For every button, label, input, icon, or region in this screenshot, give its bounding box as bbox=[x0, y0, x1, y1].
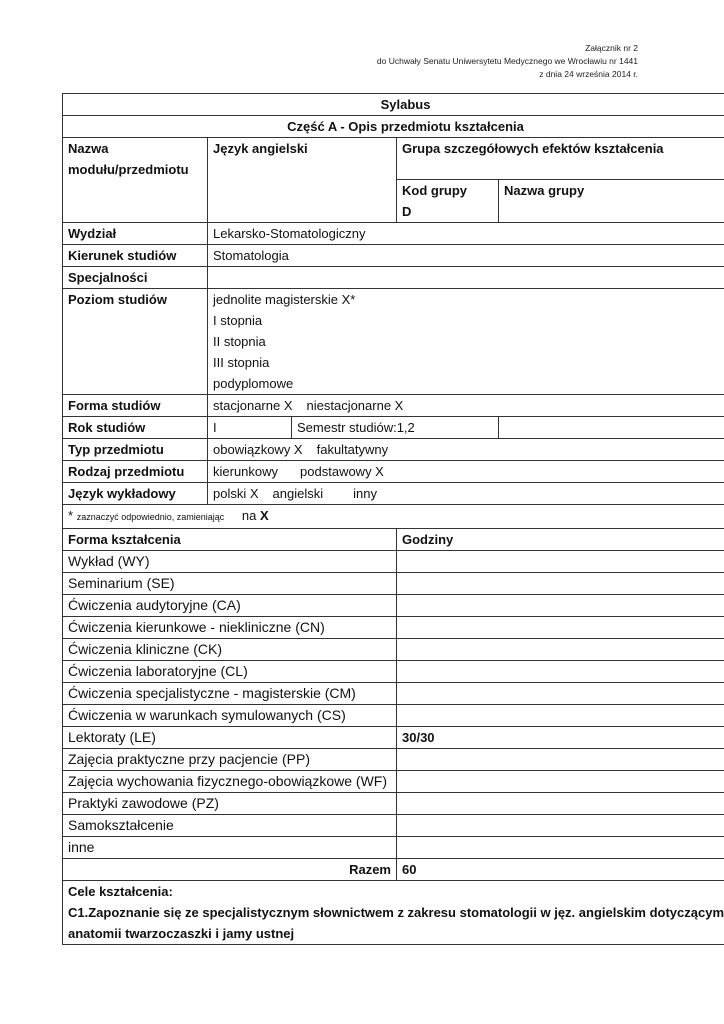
form-row bbox=[63, 749, 724, 771]
form-row bbox=[63, 793, 724, 815]
lecture-language-opt2: angielski bbox=[272, 486, 324, 501]
footnote-star: * bbox=[68, 508, 74, 523]
footnote bbox=[63, 505, 724, 529]
form-row bbox=[63, 705, 724, 727]
form-row-hours bbox=[397, 705, 724, 727]
form-row-label: Ćwiczenia w warunkach symulowanych (CS) bbox=[63, 705, 397, 727]
study-form-value bbox=[208, 395, 724, 417]
form-row-label: Zajęcia praktyczne przy pacjencie (PP) bbox=[63, 749, 397, 771]
level-label: Poziom studiów bbox=[63, 289, 208, 395]
subject-kind-opt1: kierunkowy bbox=[213, 464, 279, 479]
form-row-label: Praktyki zawodowe (PZ) bbox=[63, 793, 397, 815]
form-row-hours: 30/30 bbox=[397, 727, 724, 749]
level-option-5: podyplomowe bbox=[213, 376, 294, 391]
footnote-na: na bbox=[241, 508, 257, 523]
semester-value: Semestr studiów:1,2 bbox=[292, 417, 499, 439]
annex-line-1: Załącznik nr 2 bbox=[585, 43, 638, 53]
form-row-hours bbox=[397, 573, 724, 595]
annex-line-3: z dnia 24 września 2014 r. bbox=[539, 69, 638, 79]
goal-c1: C1.Zapoznanie się ze specjalistycznym słownictwem z zakresu stomatologii w jęz. angielskim dotyczącym anatomii twarzoczaszki i jamy ustnej bbox=[68, 905, 724, 941]
subject-type-value bbox=[208, 439, 724, 461]
group-name-label: Nazwa grupy bbox=[499, 180, 724, 223]
form-row-label: Zajęcia wychowania fizycznego-obowiązkowe (WF) bbox=[63, 771, 397, 793]
form-row-hours bbox=[397, 793, 724, 815]
study-form-opt1: stacjonarne X bbox=[213, 398, 293, 413]
form-row bbox=[63, 727, 724, 749]
faculty-value: Lekarsko-Stomatologiczny bbox=[208, 223, 724, 245]
subject-type-opt2: fakultatywny bbox=[316, 442, 389, 457]
year-empty-cell bbox=[499, 417, 724, 439]
form-row bbox=[63, 551, 724, 573]
study-form-label: Forma studiów bbox=[63, 395, 208, 417]
form-row-label: Samokształcenie bbox=[63, 815, 397, 837]
syllabus-table bbox=[62, 93, 724, 945]
level-options bbox=[208, 289, 724, 395]
form-row-label: Ćwiczenia kierunkowe - niekliniczne (CN) bbox=[63, 617, 397, 639]
subject-kind-value bbox=[208, 461, 724, 483]
lecture-language-label: Język wykładowy bbox=[63, 483, 208, 505]
module-name-label: Nazwa modułu/przedmiotu bbox=[63, 138, 208, 223]
form-row bbox=[63, 639, 724, 661]
subject-type-label: Typ przedmiotu bbox=[63, 439, 208, 461]
direction-value: Stomatologia bbox=[208, 245, 724, 267]
level-option-2: I stopnia bbox=[213, 313, 263, 328]
level-option-3: II stopnia bbox=[213, 334, 266, 349]
annex-line-2: do Uchwały Senatu Uniwersytetu Medycznego we Wrocławiu nr 1441 bbox=[376, 56, 638, 66]
form-row-label: Wykład (WY) bbox=[63, 551, 397, 573]
form-row bbox=[63, 837, 724, 859]
form-row-label: Ćwiczenia kliniczne (CK) bbox=[63, 639, 397, 661]
form-row bbox=[63, 573, 724, 595]
form-row-hours bbox=[397, 771, 724, 793]
form-row-hours bbox=[397, 617, 724, 639]
form-row-label: inne bbox=[63, 837, 397, 859]
form-row-label: Ćwiczenia laboratoryjne (CL) bbox=[63, 661, 397, 683]
form-row bbox=[63, 683, 724, 705]
total-label: Razem bbox=[63, 859, 397, 881]
form-row-hours bbox=[397, 837, 724, 859]
form-row-hours bbox=[397, 639, 724, 661]
total-value: 60 bbox=[397, 859, 724, 881]
goals-cell bbox=[63, 881, 724, 945]
goals-title: Cele kształcenia: bbox=[68, 884, 173, 899]
specialties-value bbox=[208, 267, 724, 289]
lecture-language-opt1: polski X bbox=[213, 486, 259, 501]
subject-kind-opt2: podstawowy X bbox=[300, 464, 384, 479]
form-row-hours bbox=[397, 683, 724, 705]
form-row-hours bbox=[397, 551, 724, 573]
group-code-value: D bbox=[402, 204, 412, 219]
form-row-hours bbox=[397, 749, 724, 771]
form-row-label: Ćwiczenia audytoryjne (CA) bbox=[63, 595, 397, 617]
form-row bbox=[63, 661, 724, 683]
syllabus-title: Sylabus bbox=[63, 94, 724, 116]
study-form-opt2: niestacjonarne X bbox=[306, 398, 404, 413]
year-value: I bbox=[208, 417, 292, 439]
form-row bbox=[63, 595, 724, 617]
form-row-hours bbox=[397, 661, 724, 683]
subject-kind-label: Rodzaj przedmiotu bbox=[63, 461, 208, 483]
footnote-x: X bbox=[260, 508, 269, 523]
forms-header-hours: Godziny bbox=[397, 529, 724, 551]
form-row-label: Lektoraty (LE) bbox=[63, 727, 397, 749]
forms-header-label: Forma kształcenia bbox=[63, 529, 397, 551]
group-code-cell bbox=[397, 180, 499, 223]
form-row-hours bbox=[397, 595, 724, 617]
direction-label: Kierunek studiów bbox=[63, 245, 208, 267]
form-row-label: Seminarium (SE) bbox=[63, 573, 397, 595]
form-row bbox=[63, 771, 724, 793]
lecture-language-opt3: inny bbox=[353, 486, 377, 501]
faculty-label: Wydział bbox=[63, 223, 208, 245]
form-row-hours bbox=[397, 815, 724, 837]
lecture-language-value bbox=[208, 483, 724, 505]
subject-type-opt1: obowiązkowy X bbox=[213, 442, 303, 457]
group-code-label: Kod grupy bbox=[402, 183, 467, 198]
year-label: Rok studiów bbox=[63, 417, 208, 439]
form-row bbox=[63, 815, 724, 837]
form-row bbox=[63, 617, 724, 639]
part-a-title: Część A - Opis przedmiotu kształcenia bbox=[63, 116, 724, 138]
form-row-label: Ćwiczenia specjalistyczne - magisterskie (CM) bbox=[63, 683, 397, 705]
specialties-label: Specjalności bbox=[63, 267, 208, 289]
level-option-1: jednolite magisterskie X* bbox=[213, 292, 356, 307]
annex-note bbox=[377, 42, 638, 81]
effects-group-label: Grupa szczegółowych efektów kształcenia bbox=[397, 138, 724, 180]
level-option-4: III stopnia bbox=[213, 355, 270, 370]
footnote-text: zaznaczyć odpowiednio, zamieniając bbox=[76, 512, 225, 522]
module-name-value: Język angielski bbox=[208, 138, 397, 223]
